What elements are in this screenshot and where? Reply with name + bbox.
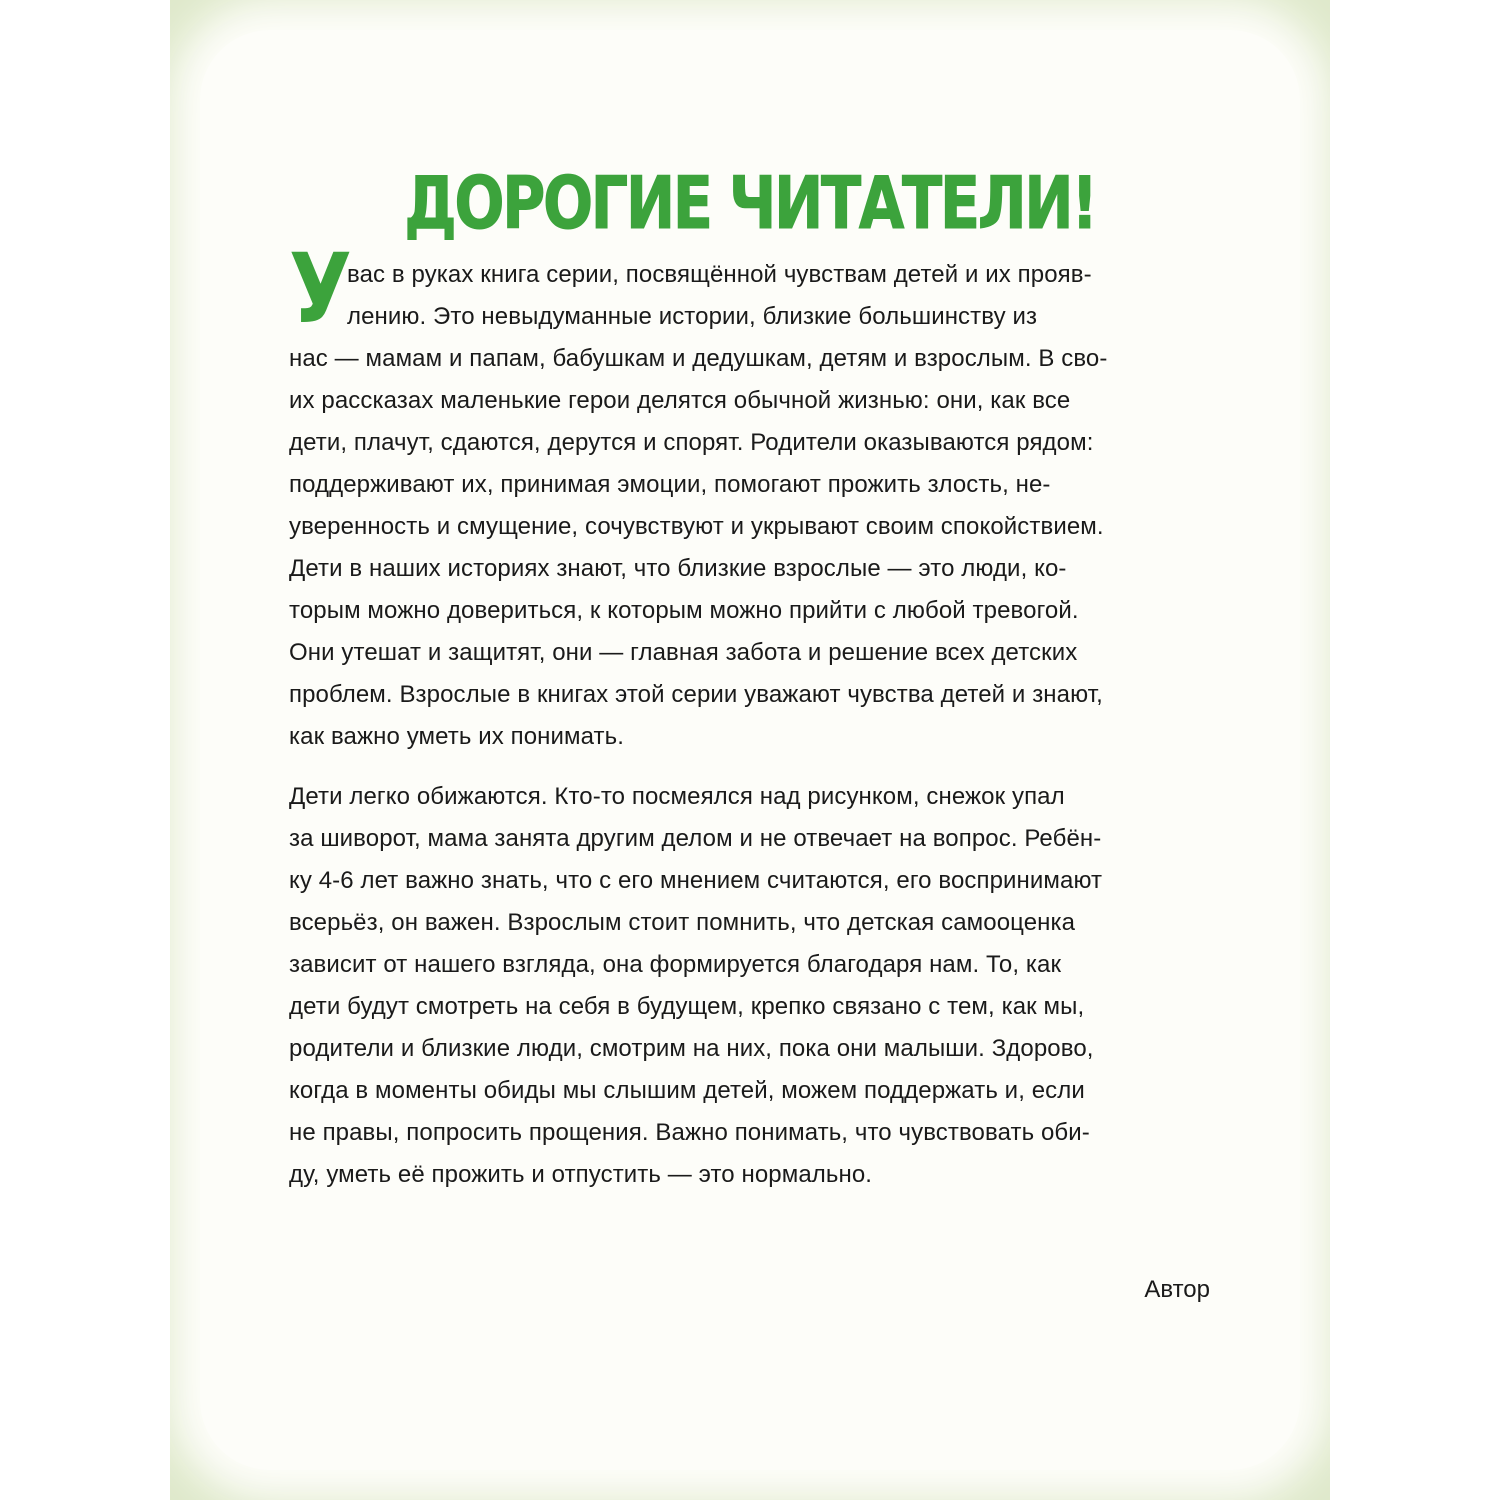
text-line: лению. Это невыдуманные истории, близкие большинству из bbox=[347, 303, 1038, 330]
text-line: не правы, попросить прощения. Важно понимать, что чувствовать оби- bbox=[289, 1119, 1090, 1146]
text-line: зависит от нашего взгляда, она формируется благодаря нам. То, как bbox=[289, 951, 1062, 978]
drop-cap: У bbox=[289, 233, 352, 345]
text-line: вас в руках книга серии, посвящённой чувствам детей и их прояв- bbox=[347, 261, 1092, 288]
text-line: Они утешат и защитят, они — главная забота и решение всех детских bbox=[289, 639, 1078, 666]
body-text bbox=[289, 254, 1229, 1196]
text-line: всерьёз, он важен. Взрослым стоит помнить, что детская самооценка bbox=[289, 909, 1076, 936]
author-signature: Автор bbox=[1144, 1276, 1210, 1303]
book-page bbox=[170, 0, 1330, 1500]
page-title: ДОРОГИЕ ЧИТАТЕЛИ! bbox=[404, 161, 1096, 245]
text-line: проблем. Взрослые в книгах этой серии уважают чувства детей и знают, bbox=[289, 681, 1103, 708]
text-line: дети, плачут, сдаются, дерутся и спорят. Родители оказываются рядом: bbox=[289, 429, 1094, 456]
text-line: дети будут смотреть на себя в будущем, крепко связано с тем, как мы, bbox=[289, 993, 1085, 1020]
text-line: Дети в наших историях знают, что близкие взрослые — это люди, ко- bbox=[289, 555, 1067, 582]
text-line: ку 4-6 лет важно знать, что с его мнением считаются, его воспринимают bbox=[289, 867, 1103, 894]
paragraph-2 bbox=[289, 776, 1229, 1196]
text-line: нас — мамам и папам, бабушкам и дедушкам, детям и взрослым. В сво- bbox=[289, 345, 1108, 372]
text-line: родители и близкие люди, смотрим на них, пока они малыши. Здорово, bbox=[289, 1035, 1094, 1062]
text-line: торым можно довериться, к которым можно прийти с любой тревогой. bbox=[289, 597, 1079, 624]
text-line: ду, уметь её прожить и отпустить — это нормально. bbox=[289, 1161, 873, 1188]
paragraph-1 bbox=[289, 254, 1229, 758]
text-line: когда в моменты обиды мы слышим детей, можем поддержать и, если bbox=[289, 1077, 1085, 1104]
text-line: поддерживают их, принимая эмоции, помогают прожить злость, не- bbox=[289, 471, 1051, 498]
text-line: Дети легко обижаются. Кто-то посмеялся над рисунком, снежок упал bbox=[289, 783, 1065, 810]
text-line: за шиворот, мама занята другим делом и не отвечает на вопрос. Ребён- bbox=[289, 825, 1102, 852]
text-line: уверенность и смущение, сочувствуют и укрывают своим спокойствием. bbox=[289, 513, 1104, 540]
text-line: их рассказах маленькие герои делятся обычной жизнью: они, как все bbox=[289, 387, 1071, 414]
text-line: как важно уметь их понимать. bbox=[289, 723, 625, 750]
